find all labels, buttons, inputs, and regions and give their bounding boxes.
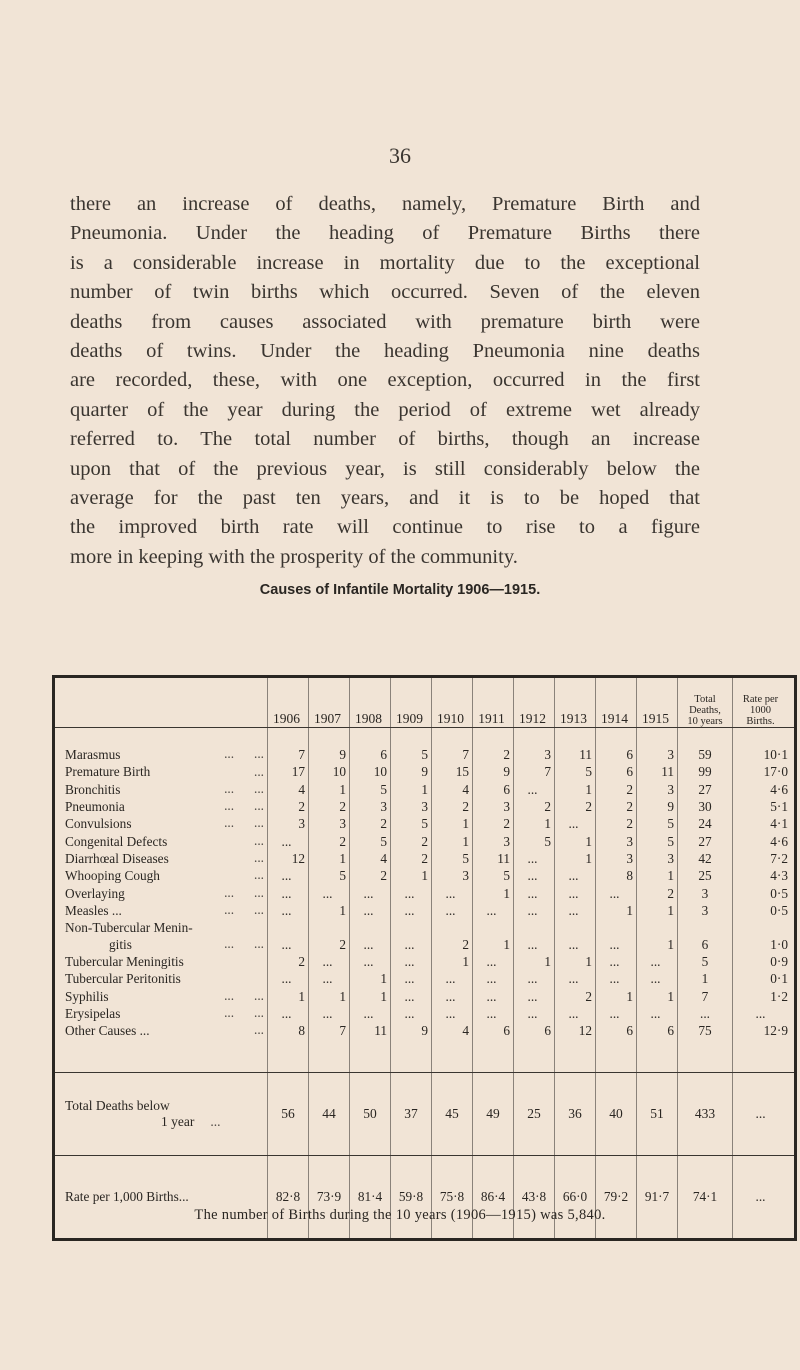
total-1909: 37 [391, 1073, 432, 1156]
cell-1914: 3 [596, 850, 637, 867]
cell-1907: 3 [309, 815, 350, 832]
row-label: Total Deaths below 1 year ... [54, 1073, 268, 1156]
total-1914: 40 [596, 1073, 637, 1156]
body-text-line: quarter of the year during the period of extreme wet already [70, 398, 700, 421]
cell-1913: ... [555, 884, 596, 901]
cell-1909: 2 [391, 832, 432, 849]
row-label: Rate per 1,000 Births... [65, 1189, 189, 1205]
cell-1908: 4 [350, 850, 391, 867]
rate-per-1000-row [54, 1156, 796, 1240]
rate-1914: 79·2 [596, 1156, 637, 1240]
cell-1909: ... [391, 902, 432, 919]
cell-1911: ... [473, 902, 514, 919]
cell-1907: 1 [309, 850, 350, 867]
cell-total: 24 [678, 815, 733, 832]
cell-1911: 2 [473, 815, 514, 832]
row-label: Tubercular Meningitis [65, 954, 184, 970]
cell-1911: 11 [473, 850, 514, 867]
cell-1913: 1 [555, 832, 596, 849]
cell-1908: ... [350, 1005, 391, 1022]
cell-1910: 1 [432, 832, 473, 849]
body-text-line: the improved birth rate will continue to rise to a figure [70, 516, 700, 539]
cell-1909: 9 [391, 763, 432, 780]
cell-1911: ... [473, 988, 514, 1005]
cell-1906: 4 [268, 781, 309, 798]
total-ten-years: 433 [678, 1073, 733, 1156]
cell-1912: ... [514, 919, 555, 953]
rate-1913: 66·0 [555, 1156, 596, 1240]
cell-1910: 2 [432, 919, 473, 953]
cell-1914: 1 [596, 902, 637, 919]
cell-1907: 2 [309, 832, 350, 849]
table-header-row [54, 677, 796, 728]
cell-1914: ... [596, 970, 637, 987]
cell-1908: 10 [350, 763, 391, 780]
cell-1907: 10 [309, 763, 350, 780]
total-deaths-row [54, 1073, 796, 1156]
table-row [54, 798, 796, 815]
cell-1908: 2 [350, 867, 391, 884]
cell-1915: ... [637, 1005, 678, 1022]
cell-1912: 6 [514, 1022, 555, 1039]
row-label: Marasmus ... ... [65, 746, 264, 763]
cell-1913: 2 [555, 988, 596, 1005]
cell-1907: 2 [309, 798, 350, 815]
cell-1908: ... [350, 884, 391, 901]
cell-1912: ... [514, 1005, 555, 1022]
cell-total: 30 [678, 798, 733, 815]
total-1908: 50 [350, 1073, 391, 1156]
cell-1915: 1 [637, 988, 678, 1005]
cell-1908: ... [350, 902, 391, 919]
cell-1909: 2 [391, 850, 432, 867]
total-rate: ... [733, 1073, 796, 1156]
cell-1913: ... [555, 867, 596, 884]
total-1913: 36 [555, 1073, 596, 1156]
cell-total: 25 [678, 867, 733, 884]
cell-1906: ... [268, 1005, 309, 1022]
cell-1915: 3 [637, 781, 678, 798]
cell-total: 6 [678, 919, 733, 953]
cell-total: 27 [678, 832, 733, 849]
body-text-line: Pneumonia. Under the heading of Premature Births there [70, 222, 700, 245]
rate-1907: 73·9 [309, 1156, 350, 1240]
table-row [54, 919, 796, 953]
cell-1910: 3 [432, 867, 473, 884]
cell-1909: ... [391, 988, 432, 1005]
cell-rate: 4·6 [733, 832, 796, 849]
cell-1909: ... [391, 953, 432, 970]
header-blank [54, 677, 268, 728]
table-row [54, 815, 796, 832]
table-row [54, 850, 796, 867]
cell-1910: 4 [432, 1022, 473, 1039]
cell-1911: 6 [473, 781, 514, 798]
cell-rate: 5·1 [733, 798, 796, 815]
cell-1913: ... [555, 919, 596, 953]
cell-1913: 1 [555, 850, 596, 867]
table-row [54, 781, 796, 798]
cell-rate: 4·3 [733, 867, 796, 884]
table-title: Causes of Infantile Mortality 1906—1915. [259, 582, 541, 598]
body-text-line: number of twin births which occurred. Seven of the eleven [70, 281, 700, 304]
cell-1909: 1 [391, 867, 432, 884]
row-label: Convulsions ... ... [65, 815, 264, 832]
cell-1907: 9 [309, 746, 350, 763]
row-label: Measles ... ... ... [65, 901, 264, 918]
cell-1914: ... [596, 1005, 637, 1022]
cell-1906: 8 [268, 1022, 309, 1039]
rate-1911: 86·4 [473, 1156, 514, 1240]
row-label: Premature Birth ... [65, 763, 264, 780]
cell-1911: 3 [473, 832, 514, 849]
table-row [54, 1005, 796, 1022]
cell-1915: ... [637, 970, 678, 987]
header-year-1907: 1907 [309, 677, 350, 728]
cell-1909: 9 [391, 1022, 432, 1039]
rate-1910: 75·8 [432, 1156, 473, 1240]
cell-1910: 4 [432, 781, 473, 798]
cell-rate: 0·5 [733, 902, 796, 919]
cell-1910: 2 [432, 798, 473, 815]
cell-1911: 9 [473, 763, 514, 780]
header-year-1910: 1910 [432, 677, 473, 728]
rate-1909: 59·8 [391, 1156, 432, 1240]
cell-1906: 12 [268, 850, 309, 867]
infant-mortality-table [52, 675, 797, 1241]
table-row [54, 988, 796, 1005]
header-year-1911: 1911 [473, 677, 514, 728]
cell-1911: 2 [473, 746, 514, 763]
table-row [54, 746, 796, 763]
cell-1906: ... [268, 970, 309, 987]
header-rate-per-1000: Rate per 1000 Births. [733, 677, 796, 728]
row-label: Pneumonia ... ... [65, 798, 264, 815]
row-label: Bronchitis ... ... [65, 780, 264, 797]
body-text-line: more in keeping with the prosperity of the community. [70, 545, 518, 568]
cell-1909: 5 [391, 815, 432, 832]
cell-1910: 1 [432, 815, 473, 832]
header-total-deaths: Total Deaths, 10 years [678, 677, 733, 728]
cell-1908: 11 [350, 1022, 391, 1039]
cell-1912: 7 [514, 763, 555, 780]
cell-1913: 1 [555, 953, 596, 970]
cell-total: 1 [678, 970, 733, 987]
cell-1908: 5 [350, 781, 391, 798]
cell-1909: 3 [391, 798, 432, 815]
header-year-1909: 1909 [391, 677, 432, 728]
cell-1910: 15 [432, 763, 473, 780]
row-label: Non-Tubercular Menin- gitis ... ... [65, 919, 264, 952]
cell-total: 7 [678, 988, 733, 1005]
cell-1906: 2 [268, 798, 309, 815]
cell-total: 27 [678, 781, 733, 798]
cell-1915: 6 [637, 1022, 678, 1039]
cell-1911: ... [473, 953, 514, 970]
cell-1912: ... [514, 867, 555, 884]
cell-1913: 2 [555, 798, 596, 815]
table-row [54, 1022, 796, 1039]
cell-rate: 1·2 [733, 988, 796, 1005]
cell-1915: 5 [637, 815, 678, 832]
cell-total: 59 [678, 746, 733, 763]
total-1910: 45 [432, 1073, 473, 1156]
header-year-1906: 1906 [268, 677, 309, 728]
body-text-line: deaths of twins. Under the heading Pneumonia nine deaths [70, 340, 700, 363]
cell-1914: ... [596, 884, 637, 901]
cell-1906: ... [268, 884, 309, 901]
cell-1906: 2 [268, 953, 309, 970]
cell-1909: ... [391, 919, 432, 953]
cell-1913: ... [555, 815, 596, 832]
cell-1912: 2 [514, 798, 555, 815]
cell-1914: 1 [596, 988, 637, 1005]
cell-1908: 3 [350, 798, 391, 815]
cell-1910: 5 [432, 850, 473, 867]
table-row [54, 884, 796, 901]
row-label: Other Causes ... ... [65, 1022, 264, 1039]
cell-rate: ... [733, 1005, 796, 1022]
table-row [54, 832, 796, 849]
cell-rate: 0·5 [733, 884, 796, 901]
cell-1915: 3 [637, 850, 678, 867]
cell-1908: ... [350, 919, 391, 953]
cell-total: 3 [678, 884, 733, 901]
cell-1906: 1 [268, 988, 309, 1005]
cell-1911: 6 [473, 1022, 514, 1039]
rate-1912: 43·8 [514, 1156, 555, 1240]
cell-1913: 5 [555, 763, 596, 780]
row-label: Diarrhœal Diseases ... [65, 850, 264, 866]
cell-1912: 3 [514, 746, 555, 763]
cell-1907: ... [309, 953, 350, 970]
body-text-line: is a considerable increase in mortality due to the exceptional [70, 251, 700, 274]
cell-1909: 1 [391, 781, 432, 798]
cell-1912: 1 [514, 815, 555, 832]
cell-1915: 1 [637, 919, 678, 953]
rate-ten-years: 74·1 [678, 1156, 733, 1240]
births-footnote: The number of Births during the 10 years (1906—1915) was 5,840. [194, 1207, 606, 1223]
total-1906: 56 [268, 1073, 309, 1156]
cell-1911: ... [473, 970, 514, 987]
cell-1910: ... [432, 988, 473, 1005]
cell-1906: ... [268, 919, 309, 953]
cell-1907: 2 [309, 919, 350, 953]
total-1907: 44 [309, 1073, 350, 1156]
cell-total: ... [678, 1005, 733, 1022]
cell-1915: 3 [637, 746, 678, 763]
cell-1910: 1 [432, 953, 473, 970]
header-year-1913: 1913 [555, 677, 596, 728]
cell-1908: 6 [350, 746, 391, 763]
cell-rate: 17·0 [733, 763, 796, 780]
cell-1913: ... [555, 902, 596, 919]
cell-1914: 2 [596, 798, 637, 815]
cell-1912: 5 [514, 832, 555, 849]
page-number: 36 [389, 143, 411, 168]
cell-1907: ... [309, 884, 350, 901]
cell-1908: 1 [350, 988, 391, 1005]
cell-1914: ... [596, 953, 637, 970]
header-year-1915: 1915 [637, 677, 678, 728]
cell-1912: ... [514, 850, 555, 867]
cell-1908: 1 [350, 970, 391, 987]
cell-1909: ... [391, 1005, 432, 1022]
cell-1911: 3 [473, 798, 514, 815]
body-paragraph [70, 190, 730, 572]
cell-1907: 5 [309, 867, 350, 884]
cell-1908: 5 [350, 832, 391, 849]
rate-1908: 81·4 [350, 1156, 391, 1240]
row-label: Erysipelas ... ... [65, 1005, 264, 1021]
cell-rate: 12·9 [733, 1022, 796, 1039]
body-text-line: there an increase of deaths, namely, Premature Birth and [70, 193, 700, 215]
cell-rate: 0·1 [733, 970, 796, 987]
cell-total: 3 [678, 902, 733, 919]
cell-1911: ... [473, 1005, 514, 1022]
cell-total: 42 [678, 850, 733, 867]
cell-rate: 10·1 [733, 746, 796, 763]
cell-rate: 4·6 [733, 781, 796, 798]
body-text-line: referred to. The total number of births, though an increase [70, 428, 700, 451]
cell-1907: ... [309, 1005, 350, 1022]
cell-1912: ... [514, 988, 555, 1005]
cell-1909: ... [391, 970, 432, 987]
cell-1913: ... [555, 1005, 596, 1022]
cell-1910: ... [432, 970, 473, 987]
cell-1915: 2 [637, 884, 678, 901]
cell-1909: 5 [391, 746, 432, 763]
cell-1915: ... [637, 953, 678, 970]
body-text-line: deaths from causes associated with premature birth were [70, 310, 700, 333]
cell-1907: 1 [309, 781, 350, 798]
header-year-1908: 1908 [350, 677, 391, 728]
cell-1914: 3 [596, 832, 637, 849]
cell-rate: 7·2 [733, 850, 796, 867]
body-text-line: are recorded, these, with one exception, occurred in the first [70, 369, 700, 392]
row-label: Congenital Defects ... [65, 832, 264, 849]
cell-1911: 1 [473, 919, 514, 953]
cell-rate: 4·1 [733, 815, 796, 832]
table-row [54, 953, 796, 970]
cell-1912: ... [514, 884, 555, 901]
rate-rate: ... [733, 1156, 796, 1240]
row-label: Overlaying ... ... [65, 884, 264, 901]
table-row [54, 970, 796, 987]
header-year-1914: 1914 [596, 677, 637, 728]
cell-1915: 1 [637, 902, 678, 919]
cell-1915: 1 [637, 867, 678, 884]
cell-1907: 1 [309, 988, 350, 1005]
row-label: Tubercular Peritonitis [65, 971, 181, 987]
cell-1914: 8 [596, 867, 637, 884]
cell-1914: ... [596, 919, 637, 953]
cell-1912: ... [514, 781, 555, 798]
cell-1914: 2 [596, 815, 637, 832]
cell-1907: 7 [309, 1022, 350, 1039]
total-1915: 51 [637, 1073, 678, 1156]
rate-1915: 91·7 [637, 1156, 678, 1240]
total-1911: 49 [473, 1073, 514, 1156]
cell-rate: 0·9 [733, 953, 796, 970]
cell-1912: 1 [514, 953, 555, 970]
cell-1906: 17 [268, 763, 309, 780]
row-label: Whooping Cough ... [65, 867, 264, 884]
cell-total: 75 [678, 1022, 733, 1039]
cell-1906: ... [268, 867, 309, 884]
cell-1914: 6 [596, 746, 637, 763]
total-1912: 25 [514, 1073, 555, 1156]
cell-1906: ... [268, 832, 309, 849]
cell-1915: 11 [637, 763, 678, 780]
cell-1911: 5 [473, 867, 514, 884]
header-year-1912: 1912 [514, 677, 555, 728]
table-row [54, 763, 796, 780]
body-text-line: average for the past ten years, and it is to be hoped that [70, 487, 700, 510]
cell-1914: 2 [596, 781, 637, 798]
cell-1906: 7 [268, 746, 309, 763]
cell-1910: ... [432, 902, 473, 919]
cell-1906: 3 [268, 815, 309, 832]
body-text-line: upon that of the previous year, is still considerably below the [70, 457, 700, 480]
cell-1907: ... [309, 970, 350, 987]
cell-1911: 1 [473, 884, 514, 901]
cell-1910: ... [432, 884, 473, 901]
cell-1913: ... [555, 970, 596, 987]
cell-total: 99 [678, 763, 733, 780]
cell-1912: ... [514, 902, 555, 919]
cell-1913: 11 [555, 746, 596, 763]
cell-1907: 1 [309, 902, 350, 919]
cell-1914: 6 [596, 1022, 637, 1039]
rate-1906: 82·8 [268, 1156, 309, 1240]
cell-1910: 7 [432, 746, 473, 763]
row-label: Syphilis ... ... [65, 987, 264, 1004]
cell-1915: 5 [637, 832, 678, 849]
cell-1915: 9 [637, 798, 678, 815]
cell-1910: ... [432, 1005, 473, 1022]
cell-1912: ... [514, 970, 555, 987]
cell-rate: 1·0 [733, 919, 796, 953]
cell-1914: 6 [596, 763, 637, 780]
cell-1906: ... [268, 902, 309, 919]
cell-1913: 1 [555, 781, 596, 798]
cell-total: 5 [678, 953, 733, 970]
table-row [54, 867, 796, 884]
cell-1913: 12 [555, 1022, 596, 1039]
cell-1909: ... [391, 884, 432, 901]
cell-1908: ... [350, 953, 391, 970]
cell-1908: 2 [350, 815, 391, 832]
table-row [54, 902, 796, 919]
